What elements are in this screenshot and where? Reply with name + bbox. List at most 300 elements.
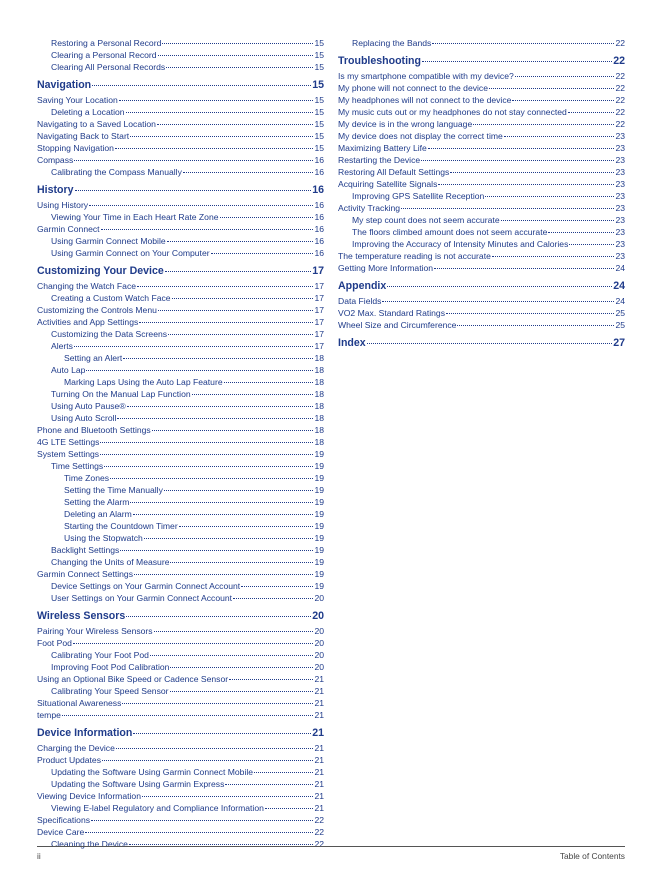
- toc-column-right: [338, 37, 625, 352]
- toc-entry-page: 23: [615, 179, 625, 189]
- toc-entry[interactable]: [338, 190, 625, 202]
- toc-section-heading[interactable]: [37, 78, 324, 93]
- toc-entry-page: 16: [314, 248, 324, 258]
- toc-entry[interactable]: [338, 238, 625, 250]
- toc-entry-title: Device Settings on Your Garmin Connect Account: [51, 581, 241, 591]
- toc-entry[interactable]: [37, 49, 324, 61]
- toc-dot-leader: [144, 538, 314, 539]
- toc-entry[interactable]: [338, 118, 625, 130]
- toc-entry-title: My device is in the wrong language: [338, 119, 473, 129]
- toc-dot-leader: [62, 715, 314, 716]
- toc-entry-page: 17: [314, 317, 324, 327]
- toc-entry[interactable]: [37, 37, 324, 49]
- toc-entry[interactable]: [37, 592, 324, 604]
- toc-dot-leader: [492, 256, 615, 257]
- toc-entry-title: Improving GPS Satellite Reception: [352, 191, 485, 201]
- toc-dot-leader: [129, 844, 314, 845]
- toc-entry[interactable]: [338, 154, 625, 166]
- toc-entry[interactable]: [338, 319, 625, 331]
- toc-entry-title: Creating a Custom Watch Face: [51, 293, 171, 303]
- toc-entry[interactable]: [37, 352, 324, 364]
- toc-entry-page: 21: [312, 727, 324, 739]
- toc-entry-title: Garmin Connect Settings: [37, 569, 134, 579]
- toc-entry[interactable]: [37, 304, 324, 316]
- toc-entry[interactable]: [338, 142, 625, 154]
- toc-entry-title: Navigating to a Saved Location: [37, 119, 156, 129]
- toc-entry[interactable]: [37, 790, 324, 802]
- toc-entry-title: Viewing Your Time in Each Heart Rate Zone: [51, 212, 219, 222]
- toc-entry-page: 24: [615, 263, 625, 273]
- toc-dot-leader: [515, 76, 615, 77]
- toc-dot-leader: [133, 733, 311, 734]
- toc-entry-page: 17: [314, 293, 324, 303]
- toc-entry[interactable]: [37, 94, 324, 106]
- toc-entry-page: 22: [615, 107, 625, 117]
- toc-dot-leader: [428, 148, 615, 149]
- toc-entry-title: Activities and App Settings: [37, 317, 139, 327]
- toc-entry[interactable]: [37, 328, 324, 340]
- toc-dot-leader: [158, 310, 314, 311]
- toc-entry-title: Appendix: [338, 280, 387, 292]
- toc-dot-leader: [179, 526, 314, 527]
- toc-entry[interactable]: [338, 178, 625, 190]
- toc-entry[interactable]: [37, 166, 324, 178]
- toc-dot-leader: [446, 313, 614, 314]
- toc-entry-title: Index: [338, 337, 366, 349]
- toc-dot-leader: [211, 253, 314, 254]
- toc-dot-leader: [224, 382, 314, 383]
- toc-dot-leader: [91, 820, 313, 821]
- toc-entry-title: Using Auto Pause®: [51, 401, 126, 411]
- toc-dot-leader: [115, 148, 314, 149]
- toc-entry-title: Alerts: [51, 341, 73, 351]
- toc-entry-title: Customizing the Data Screens: [51, 329, 168, 339]
- toc-entry-title: Using History: [37, 200, 89, 210]
- toc-dot-leader: [119, 100, 314, 101]
- toc-entry-title: My headphones will not connect to the device: [338, 95, 512, 105]
- toc-entry[interactable]: [37, 376, 324, 388]
- toc-entry-title: Turning On the Manual Lap Function: [51, 389, 191, 399]
- toc-dot-leader: [265, 808, 314, 809]
- toc-dot-leader: [569, 244, 614, 245]
- toc-entry-title: Navigation: [37, 79, 92, 91]
- toc-entry[interactable]: [37, 130, 324, 142]
- toc-entry-title: The temperature reading is not accurate: [338, 251, 491, 261]
- toc-entry-page: 22: [615, 71, 625, 81]
- toc-entry-title: Specifications: [37, 815, 91, 825]
- toc-entry-page: 15: [314, 107, 324, 117]
- toc-entry[interactable]: [37, 685, 324, 697]
- toc-entry-page: 16: [314, 155, 324, 165]
- toc-dot-leader: [134, 574, 313, 575]
- toc-entry-page: 18: [314, 437, 324, 447]
- toc-entry-page: 15: [312, 79, 324, 91]
- footer-rule: [37, 846, 625, 847]
- toc-section-heading[interactable]: [338, 279, 625, 294]
- toc-entry-title: Is my smartphone compatible with my device?: [338, 71, 514, 81]
- toc-entry-title: Stopping Navigation: [37, 143, 114, 153]
- toc-dot-leader: [104, 466, 313, 467]
- toc-dot-leader: [158, 55, 314, 56]
- toc-section-heading[interactable]: [37, 183, 324, 198]
- toc-entry-page: 15: [314, 62, 324, 72]
- toc-entry[interactable]: [338, 70, 625, 82]
- toc-entry-page: 22: [314, 815, 324, 825]
- toc-entry-title: Device Information: [37, 727, 133, 739]
- toc-section-heading[interactable]: [37, 609, 324, 624]
- toc-entry-title: Calibrating Your Foot Pod: [51, 650, 149, 660]
- toc-entry[interactable]: [37, 280, 324, 292]
- toc-dot-leader: [164, 490, 314, 491]
- toc-entry[interactable]: [37, 649, 324, 661]
- toc-entry-title: Data Fields: [338, 296, 382, 306]
- toc-entry-page: 20: [314, 626, 324, 636]
- toc-entry-title: Viewing E-label Regulatory and Compliance Information: [51, 803, 264, 813]
- toc-dot-leader: [139, 322, 313, 323]
- toc-entry[interactable]: [338, 106, 625, 118]
- toc-entry[interactable]: [37, 778, 324, 790]
- toc-dot-leader: [512, 100, 614, 101]
- toc-entry-page: 21: [314, 674, 324, 684]
- toc-dot-leader: [170, 667, 313, 668]
- toc-entry-page: 16: [314, 167, 324, 177]
- toc-entry-title: Calibrating the Compass Manually: [51, 167, 182, 177]
- toc-dot-leader: [241, 586, 313, 587]
- toc-entry-title: Setting an Alert: [64, 353, 123, 363]
- toc-entry-page: 23: [615, 251, 625, 261]
- toc-entry[interactable]: [37, 838, 324, 850]
- toc-dot-leader: [127, 406, 314, 407]
- toc-entry[interactable]: [338, 214, 625, 226]
- toc-entry[interactable]: [37, 508, 324, 520]
- toc-entry[interactable]: [37, 223, 324, 235]
- toc-dot-leader: [73, 643, 314, 644]
- toc-column-left: [37, 37, 324, 850]
- toc-entry[interactable]: [37, 448, 324, 460]
- toc-entry-page: 24: [615, 296, 625, 306]
- toc-entry-title: Pairing Your Wireless Sensors: [37, 626, 153, 636]
- toc-dot-leader: [192, 394, 314, 395]
- toc-section-heading[interactable]: [37, 264, 324, 279]
- toc-dot-leader: [422, 61, 612, 62]
- toc-entry[interactable]: [37, 247, 324, 259]
- toc-entry-page: 19: [314, 473, 324, 483]
- toc-entry[interactable]: [37, 211, 324, 223]
- toc-dot-leader: [74, 160, 313, 161]
- toc-dot-leader: [74, 346, 313, 347]
- toc-entry[interactable]: [37, 709, 324, 721]
- toc-entry-page: 19: [314, 449, 324, 459]
- toc-entry[interactable]: [338, 202, 625, 214]
- toc-dot-leader: [86, 370, 313, 371]
- toc-entry[interactable]: [338, 94, 625, 106]
- toc-entry-page: 23: [615, 239, 625, 249]
- toc-entry-page: 15: [314, 95, 324, 105]
- toc-entry-page: 18: [314, 389, 324, 399]
- toc-entry[interactable]: [37, 826, 324, 838]
- toc-section-heading[interactable]: [37, 726, 324, 741]
- toc-dot-leader: [485, 196, 614, 197]
- toc-entry-page: 15: [314, 143, 324, 153]
- toc-entry-page: 18: [314, 413, 324, 423]
- toc-entry[interactable]: [37, 460, 324, 472]
- toc-entry-page: 17: [314, 329, 324, 339]
- toc-entry-page: 20: [314, 650, 324, 660]
- toc-dot-leader: [504, 136, 615, 137]
- toc-dot-leader: [382, 301, 614, 302]
- toc-entry-page: 23: [615, 203, 625, 213]
- toc-dot-leader: [117, 418, 313, 419]
- toc-entry-title: tempe: [37, 710, 61, 720]
- toc-entry-page: 18: [314, 377, 324, 387]
- toc-entry-page: 21: [314, 803, 324, 813]
- toc-entry-page: 17: [312, 265, 324, 277]
- toc-entry-title: 4G LTE Settings: [37, 437, 100, 447]
- toc-entry-title: Activity Tracking: [338, 203, 401, 213]
- toc-entry[interactable]: [37, 424, 324, 436]
- toc-entry-page: 19: [314, 461, 324, 471]
- toc-dot-leader: [401, 208, 614, 209]
- toc-entry-title: The floors climbed amount does not seem accurate: [352, 227, 548, 237]
- toc-entry[interactable]: [37, 580, 324, 592]
- toc-entry-page: 23: [615, 143, 625, 153]
- toc-dot-leader: [133, 514, 314, 515]
- toc-entry[interactable]: [37, 532, 324, 544]
- toc-entry[interactable]: [37, 292, 324, 304]
- toc-dot-leader: [157, 124, 313, 125]
- toc-dot-leader: [166, 67, 313, 68]
- toc-entry-title: Restoring a Personal Record: [51, 38, 162, 48]
- toc-entry-page: 15: [314, 131, 324, 141]
- toc-entry-page: 23: [615, 227, 625, 237]
- toc-entry[interactable]: [37, 316, 324, 328]
- toc-entry-title: Customizing Your Device: [37, 265, 164, 277]
- toc-entry-page: 21: [314, 710, 324, 720]
- toc-entry-title: Deleting a Location: [51, 107, 125, 117]
- toc-entry-page: 21: [314, 791, 324, 801]
- toc-entry[interactable]: [338, 295, 625, 307]
- toc-entry-page: 27: [613, 337, 625, 349]
- toc-dot-leader: [432, 43, 614, 44]
- toc-dot-leader: [254, 772, 313, 773]
- toc-entry-page: 19: [314, 569, 324, 579]
- toc-entry-page: 19: [314, 557, 324, 567]
- toc-entry-title: Phone and Bluetooth Settings: [37, 425, 151, 435]
- toc-dot-leader: [92, 85, 311, 86]
- toc-entry-page: 19: [314, 485, 324, 495]
- toc-entry[interactable]: [338, 307, 625, 319]
- toc-entry-page: 17: [314, 341, 324, 351]
- toc-entry-page: 22: [615, 83, 625, 93]
- toc-dot-leader: [150, 655, 313, 656]
- toc-entry-page: 23: [615, 155, 625, 165]
- toc-dot-leader: [123, 358, 313, 359]
- toc-entry-title: Wheel Size and Circumference: [338, 320, 457, 330]
- toc-entry-title: Calibrating Your Speed Sensor: [51, 686, 169, 696]
- toc-entry-page: 25: [615, 308, 625, 318]
- toc-dot-leader: [102, 760, 313, 761]
- toc-entry[interactable]: [338, 262, 625, 274]
- toc-entry[interactable]: [37, 661, 324, 673]
- toc-entry-title: Product Updates: [37, 755, 102, 765]
- toc-entry-title: Acquiring Satellite Signals: [338, 179, 438, 189]
- toc-entry-title: Foot Pod: [37, 638, 72, 648]
- toc-entry-title: Updating the Software Using Garmin Express: [51, 779, 225, 789]
- toc-entry-title: Getting More Information: [338, 263, 434, 273]
- toc-entry-page: 16: [312, 184, 324, 196]
- toc-entry[interactable]: [37, 364, 324, 376]
- toc-entry[interactable]: [37, 106, 324, 118]
- toc-entry[interactable]: [338, 82, 625, 94]
- toc-entry-title: System Settings: [37, 449, 100, 459]
- toc-entry[interactable]: [37, 754, 324, 766]
- toc-entry-title: Wireless Sensors: [37, 610, 126, 622]
- toc-dot-leader: [438, 184, 614, 185]
- toc-dot-leader: [168, 334, 313, 335]
- toc-dot-leader: [154, 631, 314, 632]
- toc-entry-title: Cleaning the Device: [51, 839, 128, 849]
- toc-entry[interactable]: [37, 400, 324, 412]
- toc-entry-page: 18: [314, 365, 324, 375]
- toc-entry[interactable]: [37, 544, 324, 556]
- toc-dot-leader: [450, 172, 614, 173]
- toc-entry[interactable]: [37, 637, 324, 649]
- toc-entry[interactable]: [37, 814, 324, 826]
- toc-entry-page: 24: [613, 280, 625, 292]
- toc-entry-title: Deleting an Alarm: [64, 509, 132, 519]
- toc-entry-page: 17: [314, 305, 324, 315]
- toc-entry-page: 18: [314, 353, 324, 363]
- toc-entry[interactable]: [338, 226, 625, 238]
- toc-entry-page: 22: [615, 119, 625, 129]
- toc-dot-leader: [233, 598, 313, 599]
- toc-entry[interactable]: [37, 556, 324, 568]
- toc-entry-title: Navigating Back to Start: [37, 131, 130, 141]
- toc-entry[interactable]: [37, 697, 324, 709]
- toc-entry[interactable]: [338, 130, 625, 142]
- toc-entry-title: Marking Laps Using the Auto Lap Feature: [64, 377, 223, 387]
- toc-entry[interactable]: [37, 235, 324, 247]
- toc-entry-page: 22: [615, 95, 625, 105]
- toc-entry[interactable]: [37, 118, 324, 130]
- toc-dot-leader: [130, 502, 313, 503]
- toc-entry[interactable]: [37, 472, 324, 484]
- toc-dot-leader: [101, 229, 314, 230]
- toc-dot-leader: [152, 430, 314, 431]
- toc-entry-title: Charging the Device: [37, 743, 115, 753]
- toc-entry-title: My device does not display the correct time: [338, 131, 503, 141]
- toc-entry-page: 20: [314, 662, 324, 672]
- toc-entry[interactable]: [338, 37, 625, 49]
- toc-entry-title: Setting the Alarm: [64, 497, 130, 507]
- toc-entry[interactable]: [37, 388, 324, 400]
- toc-dot-leader: [100, 454, 313, 455]
- toc-entry-title: Improving the Accuracy of Intensity Minutes and Calories: [352, 239, 569, 249]
- toc-entry-title: Improving Foot Pod Calibration: [51, 662, 170, 672]
- toc-dot-leader: [100, 442, 313, 443]
- toc-entry[interactable]: [37, 412, 324, 424]
- toc-dot-leader: [568, 112, 615, 113]
- toc-entry[interactable]: [37, 496, 324, 508]
- toc-entry-title: History: [37, 184, 74, 196]
- toc-dot-leader: [367, 343, 613, 344]
- toc-dot-leader: [489, 88, 614, 89]
- toc-dot-leader: [548, 232, 614, 233]
- toc-entry[interactable]: [37, 520, 324, 532]
- toc-entry[interactable]: [37, 625, 324, 637]
- toc-entry-page: 21: [314, 686, 324, 696]
- toc-entry-page: 15: [314, 38, 324, 48]
- toc-entry-title: Viewing Device Information: [37, 791, 141, 801]
- toc-entry[interactable]: [37, 673, 324, 685]
- toc-entry-page: 22: [615, 38, 625, 48]
- toc-entry-title: Restarting the Device: [338, 155, 421, 165]
- toc-entry-title: Setting the Time Manually: [64, 485, 163, 495]
- toc-section-heading[interactable]: [338, 54, 625, 69]
- toc-entry[interactable]: [37, 199, 324, 211]
- footer-page-number: ii: [37, 851, 41, 861]
- toc-dot-leader: [110, 478, 313, 479]
- toc-entry[interactable]: [338, 250, 625, 262]
- toc-entry-page: 21: [314, 743, 324, 753]
- toc-entry-title: Restoring All Default Settings: [338, 167, 450, 177]
- toc-entry[interactable]: [37, 484, 324, 496]
- toc-dot-leader: [165, 271, 311, 272]
- toc-entry[interactable]: [37, 61, 324, 73]
- toc-entry-page: 21: [314, 779, 324, 789]
- toc-entry-page: 23: [615, 131, 625, 141]
- toc-entry[interactable]: [37, 742, 324, 754]
- toc-entry-page: 18: [314, 425, 324, 435]
- toc-dot-leader: [120, 550, 313, 551]
- toc-dot-leader: [172, 298, 314, 299]
- toc-entry-title: Clearing a Personal Record: [51, 50, 157, 60]
- toc-entry[interactable]: [37, 154, 324, 166]
- toc-entry-page: 22: [314, 839, 324, 849]
- toc-entry-title: Changing the Units of Measure: [51, 557, 170, 567]
- toc-section-heading[interactable]: [338, 336, 625, 351]
- toc-dot-leader: [229, 679, 313, 680]
- toc-entry-title: Using Garmin Connect on Your Computer: [51, 248, 210, 258]
- toc-entry-title: Replacing the Bands: [352, 38, 432, 48]
- toc-dot-leader: [126, 616, 311, 617]
- toc-entry-title: Maximizing Battery Life: [338, 143, 427, 153]
- toc-entry-page: 21: [314, 767, 324, 777]
- toc-entry-page: 16: [314, 212, 324, 222]
- toc-entry-title: My phone will not connect to the device: [338, 83, 489, 93]
- toc-entry-title: Compass: [37, 155, 74, 165]
- toc-dot-leader: [116, 748, 314, 749]
- toc-entry-title: Updating the Software Using Garmin Connect Mobile: [51, 767, 254, 777]
- toc-entry-page: 21: [314, 755, 324, 765]
- toc-dot-leader: [122, 703, 313, 704]
- toc-entry-page: 19: [314, 581, 324, 591]
- toc-entry[interactable]: [37, 340, 324, 352]
- toc-entry[interactable]: [37, 568, 324, 580]
- toc-entry-page: 23: [615, 215, 625, 225]
- toc-entry[interactable]: [37, 766, 324, 778]
- toc-dot-leader: [457, 325, 614, 326]
- toc-entry[interactable]: [338, 166, 625, 178]
- toc-entry-title: Backlight Settings: [51, 545, 120, 555]
- toc-entry-title: Situational Awareness: [37, 698, 122, 708]
- toc-entry-title: Time Zones: [64, 473, 110, 483]
- toc-entry[interactable]: [37, 802, 324, 814]
- toc-entry[interactable]: [37, 436, 324, 448]
- toc-entry-page: 18: [314, 401, 324, 411]
- toc-entry-page: 16: [314, 200, 324, 210]
- toc-entry[interactable]: [37, 142, 324, 154]
